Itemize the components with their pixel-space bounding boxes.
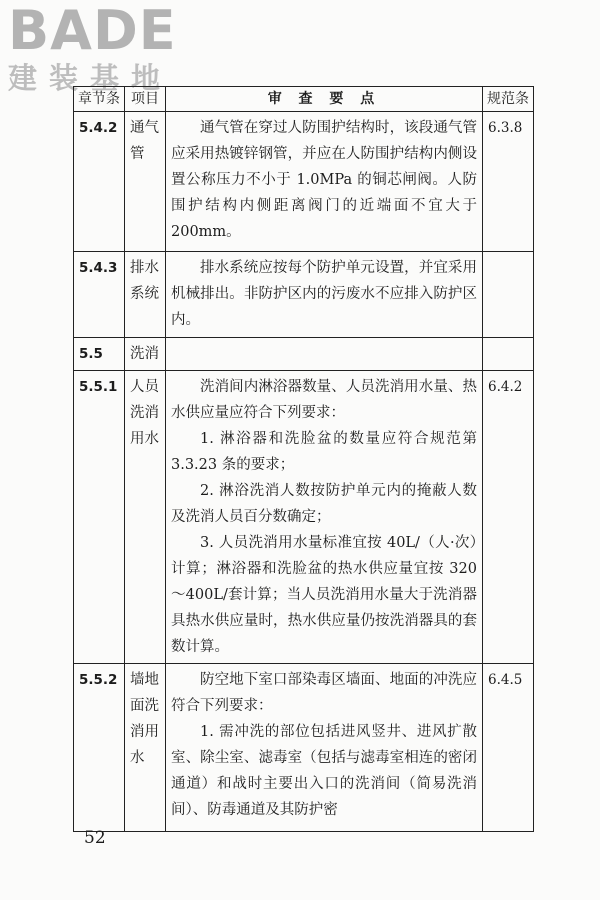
row-review-text (166, 371, 483, 664)
row-item: 通气管 (125, 112, 166, 252)
table-row (74, 371, 534, 664)
row-paragraph: 1. 淋浴器和洗脸盆的数量应符合规范第 3.3.23 条的要求； (171, 431, 477, 473)
row-paragraph: 通气管在穿过人防围护结构时，该段通气管应采用热镀锌钢管，并应在人防围护结构内侧设置公称压力不小于 1.0MPa 的铜芯闸阀。人防围护结构内侧距离阀门的近端面不宜大于 200mm。 (171, 120, 477, 240)
row-section: 5.5 (74, 338, 125, 371)
row-code-clause (483, 252, 534, 338)
bade-logo (8, 2, 188, 94)
row-paragraph: 排水系统应按每个防护单元设置，并宜采用机械排出。非防护区内的污废水不应排入防护区内。 (171, 260, 477, 328)
row-code-clause: 6.4.5 (483, 664, 534, 832)
logo-wordmark: BADE (8, 0, 177, 62)
row-section: 5.4.2 (74, 112, 125, 252)
table-row (74, 338, 534, 371)
row-paragraph: 3. 人员洗消用水量标准宜按 40L/（人·次）计算；淋浴器和洗脸盆的热水供应量宜按 320～400L/套计算；当人员洗消用水量大于洗消器具热水供应量时，热水供应量仍按洗消器具的套数计算。 (171, 535, 477, 655)
row-paragraph: 防空地下室口部染毒区墙面、地面的冲洗应符合下列要求： (171, 672, 477, 714)
row-item: 排水系统 (125, 252, 166, 338)
review-points-table (73, 86, 534, 832)
header-code-clause: 规范条 (483, 87, 534, 112)
row-code-clause: 6.4.2 (483, 371, 534, 664)
row-paragraph: 洗消间内淋浴器数量、人员洗消用水量、热水供应量应符合下列要求： (171, 379, 477, 421)
row-review-text (166, 664, 483, 832)
logo-subtitle: 建装基地 (8, 61, 173, 95)
row-code-clause (483, 338, 534, 371)
row-item: 洗消 (125, 338, 166, 371)
row-code-clause: 6.3.8 (483, 112, 534, 252)
table-row (74, 252, 534, 338)
page-number: 52 (84, 828, 106, 848)
table-row (74, 664, 534, 832)
table-row (74, 112, 534, 252)
row-review-text (166, 112, 483, 252)
header-section: 章节条 (74, 87, 125, 112)
header-review-points: 审 查 要 点 (267, 91, 381, 107)
row-item: 人员洗消用水 (125, 371, 166, 664)
row-section: 5.5.2 (74, 664, 125, 832)
header-item: 项目 (125, 87, 166, 112)
row-review-text (166, 252, 483, 338)
row-section: 5.5.1 (74, 371, 125, 664)
row-review-text (166, 338, 483, 371)
row-paragraph: 1. 需冲洗的部位包括进风竖井、进风扩散室、除尘室、滤毒室（包括与滤毒室相连的密闭通道）和战时主要出入口的洗消间（简易洗消间）、防毒通道及其防护密 (171, 724, 477, 818)
row-section: 5.4.3 (74, 252, 125, 338)
table-header-row (74, 87, 534, 112)
row-item: 墙地面洗消用水 (125, 664, 166, 832)
row-paragraph: 2. 淋浴洗消人数按防护单元内的掩蔽人数及洗消人员百分数确定； (171, 483, 477, 525)
